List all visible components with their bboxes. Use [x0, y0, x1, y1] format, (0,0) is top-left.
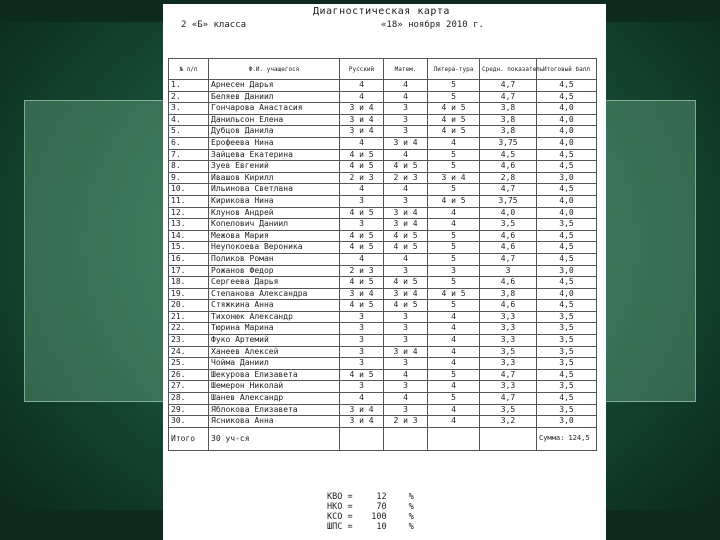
cell-math: 3: [384, 381, 428, 393]
cell-num: 14.: [169, 230, 209, 242]
cell-average: 4,0: [480, 207, 537, 219]
cell-literature: 4: [428, 404, 480, 416]
table-row: [169, 323, 597, 335]
cell-russian: 3: [340, 323, 384, 335]
cell-name: Шекурова Елизавета: [209, 369, 340, 381]
cell-russian: 3: [340, 346, 384, 358]
cell-literature: 4: [428, 358, 480, 370]
cell-final: 4,5: [537, 300, 597, 312]
cell-final: 3,5: [537, 311, 597, 323]
cell-russian: 3: [340, 358, 384, 370]
stat-label: ШПС =: [327, 522, 353, 532]
cell-math: 3: [384, 265, 428, 277]
cell-num: 20.: [169, 300, 209, 312]
cell-literature: 4 и 5: [428, 114, 480, 126]
table-row: [169, 230, 597, 242]
cell-num: 4.: [169, 114, 209, 126]
cell-average: 3,8: [480, 103, 537, 115]
stat-value: 100: [371, 512, 387, 522]
cell-name: Копелович Даниил: [209, 219, 340, 231]
cell-average: 3,8: [480, 126, 537, 138]
table-row: [169, 184, 597, 196]
cell-math: 2 и 3: [384, 416, 428, 428]
cell-num: 23.: [169, 335, 209, 347]
cell-average: 3,8: [480, 288, 537, 300]
cell-final: 4,5: [537, 230, 597, 242]
cell-math: 3: [384, 335, 428, 347]
cell-final: 4,0: [537, 126, 597, 138]
cell-num: 16.: [169, 253, 209, 265]
cell-average: 3,3: [480, 358, 537, 370]
cell-average: 3,75: [480, 195, 537, 207]
cell-name: Яблокова Елизавета: [209, 404, 340, 416]
cell-num: 5.: [169, 126, 209, 138]
footer-empty: [384, 427, 428, 450]
cell-russian: 3 и 4: [340, 103, 384, 115]
cell-literature: 3 и 4: [428, 172, 480, 184]
stat-unit: %: [408, 492, 414, 502]
cell-average: 4,6: [480, 161, 537, 173]
cell-final: 3,5: [537, 346, 597, 358]
cell-final: 4,5: [537, 184, 597, 196]
cell-math: 4: [384, 91, 428, 103]
cell-num: 2.: [169, 91, 209, 103]
cell-final: 4,5: [537, 161, 597, 173]
cell-russian: 4: [340, 184, 384, 196]
cell-name: Дубцов Данила: [209, 126, 340, 138]
cell-name: Тюрина Марина: [209, 323, 340, 335]
cell-final: 3,5: [537, 335, 597, 347]
cell-num: 29.: [169, 404, 209, 416]
cell-average: 4,6: [480, 277, 537, 289]
cell-final: 3,0: [537, 416, 597, 428]
cell-russian: 3 и 4: [340, 126, 384, 138]
cell-average: 3,2: [480, 416, 537, 428]
diagnostic-table: [168, 58, 597, 451]
table-row: [169, 91, 597, 103]
cell-num: 28.: [169, 393, 209, 405]
cell-average: 4,7: [480, 253, 537, 265]
cell-final: 4,5: [537, 91, 597, 103]
cell-math: 2 и 3: [384, 172, 428, 184]
cell-num: 13.: [169, 219, 209, 231]
cell-literature: 5: [428, 91, 480, 103]
cell-num: 26.: [169, 369, 209, 381]
document-title: Диагностическая карта: [313, 6, 450, 17]
footer-label: Итого: [169, 427, 209, 450]
cell-average: 3,3: [480, 335, 537, 347]
cell-num: 11.: [169, 195, 209, 207]
decorative-panel-right: [600, 100, 696, 402]
cell-name: Зуев Евгений: [209, 161, 340, 173]
footer-sum: Сумма: 124,5: [537, 427, 597, 450]
cell-final: 3,5: [537, 381, 597, 393]
table-row: [169, 242, 597, 254]
footer-count: 30 уч-ся: [209, 427, 340, 450]
cell-name: Степанова Александра: [209, 288, 340, 300]
cell-average: 2,8: [480, 172, 537, 184]
cell-math: 4: [384, 369, 428, 381]
col-header-num: № п/п: [169, 59, 209, 80]
cell-literature: 4: [428, 346, 480, 358]
cell-name: Стяжкина Анна: [209, 300, 340, 312]
cell-name: Беляев Даниил: [209, 91, 340, 103]
cell-final: 3,5: [537, 219, 597, 231]
cell-name: Межова Мария: [209, 230, 340, 242]
cell-average: 3,3: [480, 323, 537, 335]
cell-average: 4,7: [480, 369, 537, 381]
cell-average: 3,5: [480, 346, 537, 358]
table-row: [169, 172, 597, 184]
cell-literature: 5: [428, 230, 480, 242]
table-row: [169, 358, 597, 370]
col-header-name: Ф.И. учащегося: [209, 59, 340, 80]
table-row: [169, 288, 597, 300]
cell-russian: 4 и 5: [340, 161, 384, 173]
footer-empty: [428, 427, 480, 450]
cell-average: 3,3: [480, 311, 537, 323]
cell-name: Кирикова Нина: [209, 195, 340, 207]
cell-name: Чойма Даниил: [209, 358, 340, 370]
cell-russian: 4: [340, 253, 384, 265]
cell-final: 3,5: [537, 404, 597, 416]
cell-average: 3,5: [480, 404, 537, 416]
cell-num: 12.: [169, 207, 209, 219]
cell-russian: 2 и 3: [340, 265, 384, 277]
cell-math: 3 и 4: [384, 346, 428, 358]
table-row: [169, 137, 597, 149]
table-header-row: [169, 59, 597, 80]
footer-empty: [340, 427, 384, 450]
cell-math: 3 и 4: [384, 207, 428, 219]
decorative-panel-left: [24, 100, 166, 402]
cell-name: Ханеев Алексей: [209, 346, 340, 358]
cell-average: 4,6: [480, 300, 537, 312]
table-row: [169, 277, 597, 289]
cell-literature: 4: [428, 137, 480, 149]
cell-math: 4 и 5: [384, 242, 428, 254]
stat-unit: %: [408, 512, 414, 522]
cell-literature: 4: [428, 416, 480, 428]
document-sheet: [163, 4, 606, 540]
date-line: «18» ноября 2010 г.: [381, 20, 484, 30]
table-row: [169, 300, 597, 312]
cell-literature: 5: [428, 184, 480, 196]
cell-name: Гончарова Анастасия: [209, 103, 340, 115]
cell-name: Фуко Артемий: [209, 335, 340, 347]
stat-unit: %: [408, 522, 414, 532]
table-row: [169, 149, 597, 161]
cell-num: 25.: [169, 358, 209, 370]
cell-russian: 4 и 5: [340, 242, 384, 254]
cell-average: 4,6: [480, 242, 537, 254]
cell-literature: 4: [428, 335, 480, 347]
cell-literature: 5: [428, 277, 480, 289]
cell-math: 4: [384, 393, 428, 405]
cell-final: 3,0: [537, 265, 597, 277]
cell-num: 27.: [169, 381, 209, 393]
cell-russian: 4 и 5: [340, 149, 384, 161]
stats-block: [327, 492, 414, 532]
cell-literature: 5: [428, 369, 480, 381]
cell-math: 3: [384, 126, 428, 138]
cell-num: 10.: [169, 184, 209, 196]
cell-name: Данильсон Елена: [209, 114, 340, 126]
stat-value: 70: [376, 502, 387, 512]
stat-line: [327, 512, 414, 522]
cell-num: 15.: [169, 242, 209, 254]
table-row: [169, 114, 597, 126]
cell-final: 3,5: [537, 323, 597, 335]
stat-label: КВО =: [327, 492, 353, 502]
col-header-final: Итоговый балл: [537, 59, 597, 80]
table-row: [169, 80, 597, 92]
stat-label: НКО =: [327, 502, 353, 512]
cell-russian: 4 и 5: [340, 369, 384, 381]
table-row: [169, 265, 597, 277]
cell-literature: 5: [428, 300, 480, 312]
cell-math: 4: [384, 149, 428, 161]
cell-russian: 4 и 5: [340, 207, 384, 219]
cell-average: 4,7: [480, 393, 537, 405]
cell-average: 4,7: [480, 91, 537, 103]
cell-math: 3 и 4: [384, 137, 428, 149]
table-row: [169, 219, 597, 231]
stat-line: [327, 492, 414, 502]
cell-num: 24.: [169, 346, 209, 358]
cell-num: 3.: [169, 103, 209, 115]
table-row: [169, 404, 597, 416]
stat-value: 12: [376, 492, 387, 502]
cell-average: 4,7: [480, 80, 537, 92]
cell-russian: 3: [340, 381, 384, 393]
cell-math: 3: [384, 358, 428, 370]
cell-average: 4,6: [480, 230, 537, 242]
table-row: [169, 346, 597, 358]
stat-unit: %: [408, 502, 414, 512]
cell-name: Рожанов Федор: [209, 265, 340, 277]
cell-final: 4,5: [537, 149, 597, 161]
cell-math: 4 и 5: [384, 161, 428, 173]
stat-label: КСО =: [327, 512, 353, 522]
cell-final: 4,5: [537, 80, 597, 92]
cell-name: Шемерон Николай: [209, 381, 340, 393]
cell-name: Тихонюк Александр: [209, 311, 340, 323]
cell-final: 4,0: [537, 195, 597, 207]
cell-num: 22.: [169, 323, 209, 335]
cell-average: 3,5: [480, 219, 537, 231]
cell-average: 4,5: [480, 149, 537, 161]
cell-num: 9.: [169, 172, 209, 184]
stat-line: [327, 522, 414, 532]
cell-num: 1.: [169, 80, 209, 92]
cell-name: Ивашов Кирилл: [209, 172, 340, 184]
cell-num: 7.: [169, 149, 209, 161]
cell-average: 4,7: [480, 184, 537, 196]
cell-math: 3: [384, 114, 428, 126]
cell-russian: 3: [340, 195, 384, 207]
cell-russian: 4: [340, 80, 384, 92]
cell-literature: 4 и 5: [428, 103, 480, 115]
table-footer-row: [169, 427, 597, 450]
cell-literature: 5: [428, 242, 480, 254]
table-row: [169, 381, 597, 393]
cell-literature: 3: [428, 265, 480, 277]
cell-final: 4,5: [537, 242, 597, 254]
cell-russian: 3: [340, 219, 384, 231]
cell-average: 3,8: [480, 114, 537, 126]
cell-num: 18.: [169, 277, 209, 289]
cell-math: 3: [384, 311, 428, 323]
table-body: [169, 80, 597, 428]
cell-russian: 3 и 4: [340, 114, 384, 126]
cell-russian: 2 и 3: [340, 172, 384, 184]
col-header-russian: Русский: [340, 59, 384, 80]
table-row: [169, 195, 597, 207]
table-row: [169, 416, 597, 428]
cell-math: 3 и 4: [384, 219, 428, 231]
cell-num: 17.: [169, 265, 209, 277]
cell-literature: 4: [428, 323, 480, 335]
cell-final: 3,0: [537, 172, 597, 184]
cell-russian: 4 и 5: [340, 300, 384, 312]
col-header-literature: Литера-тура: [428, 59, 480, 80]
cell-russian: 4 и 5: [340, 230, 384, 242]
table-row: [169, 335, 597, 347]
cell-math: 3: [384, 195, 428, 207]
cell-russian: 4: [340, 91, 384, 103]
cell-literature: 4 и 5: [428, 126, 480, 138]
table-row: [169, 207, 597, 219]
cell-math: 4: [384, 184, 428, 196]
cell-literature: 5: [428, 80, 480, 92]
cell-num: 30.: [169, 416, 209, 428]
cell-math: 4: [384, 253, 428, 265]
cell-final: 4,0: [537, 114, 597, 126]
stat-value: 10: [376, 522, 387, 532]
table-row: [169, 103, 597, 115]
col-header-average: Средн. показатель: [480, 59, 537, 80]
footer-empty: [480, 427, 537, 450]
cell-math: 4 и 5: [384, 230, 428, 242]
cell-literature: 4: [428, 219, 480, 231]
cell-russian: 4: [340, 393, 384, 405]
cell-final: 4,0: [537, 288, 597, 300]
table-row: [169, 161, 597, 173]
cell-average: 3: [480, 265, 537, 277]
table-row: [169, 393, 597, 405]
cell-literature: 4: [428, 311, 480, 323]
cell-name: Неупокоева Вероника: [209, 242, 340, 254]
cell-math: 4 и 5: [384, 300, 428, 312]
cell-final: 4,0: [537, 137, 597, 149]
cell-math: 3: [384, 404, 428, 416]
cell-num: 6.: [169, 137, 209, 149]
cell-russian: 3 и 4: [340, 288, 384, 300]
cell-name: Ильинова Светлана: [209, 184, 340, 196]
cell-russian: 3: [340, 335, 384, 347]
cell-final: 3,5: [537, 358, 597, 370]
cell-final: 4,5: [537, 277, 597, 289]
table-row: [169, 311, 597, 323]
cell-average: 3,3: [480, 381, 537, 393]
cell-literature: 4: [428, 207, 480, 219]
cell-literature: 4 и 5: [428, 195, 480, 207]
col-header-math: Матем.: [384, 59, 428, 80]
cell-russian: 3 и 4: [340, 404, 384, 416]
table-row: [169, 126, 597, 138]
cell-math: 3: [384, 323, 428, 335]
cell-name: Арнесен Дарья: [209, 80, 340, 92]
cell-literature: 5: [428, 161, 480, 173]
cell-final: 4,5: [537, 393, 597, 405]
cell-final: 4,0: [537, 207, 597, 219]
cell-average: 3,75: [480, 137, 537, 149]
stat-line: [327, 502, 414, 512]
cell-num: 21.: [169, 311, 209, 323]
cell-russian: 3: [340, 311, 384, 323]
cell-name: Зайцева Екатерина: [209, 149, 340, 161]
cell-math: 3 и 4: [384, 288, 428, 300]
cell-name: Поликов Роман: [209, 253, 340, 265]
cell-literature: 5: [428, 253, 480, 265]
cell-num: 8.: [169, 161, 209, 173]
cell-final: 4,0: [537, 103, 597, 115]
cell-name: Ясникова Анна: [209, 416, 340, 428]
cell-math: 3: [384, 103, 428, 115]
cell-name: Ерофеева Нина: [209, 137, 340, 149]
cell-name: Клунов Андрей: [209, 207, 340, 219]
cell-literature: 4 и 5: [428, 288, 480, 300]
cell-literature: 4: [428, 381, 480, 393]
cell-literature: 5: [428, 149, 480, 161]
table-row: [169, 369, 597, 381]
cell-final: 4,5: [537, 253, 597, 265]
class-line: 2 «Б» класса: [181, 20, 247, 30]
cell-literature: 5: [428, 393, 480, 405]
cell-final: 4,5: [537, 369, 597, 381]
cell-russian: 4 и 5: [340, 277, 384, 289]
cell-name: Шанев Александр: [209, 393, 340, 405]
cell-russian: 4: [340, 137, 384, 149]
cell-math: 4 и 5: [384, 277, 428, 289]
cell-math: 4: [384, 80, 428, 92]
cell-name: Сергеева Дарья: [209, 277, 340, 289]
cell-num: 19.: [169, 288, 209, 300]
table-row: [169, 253, 597, 265]
cell-russian: 3 и 4: [340, 416, 384, 428]
